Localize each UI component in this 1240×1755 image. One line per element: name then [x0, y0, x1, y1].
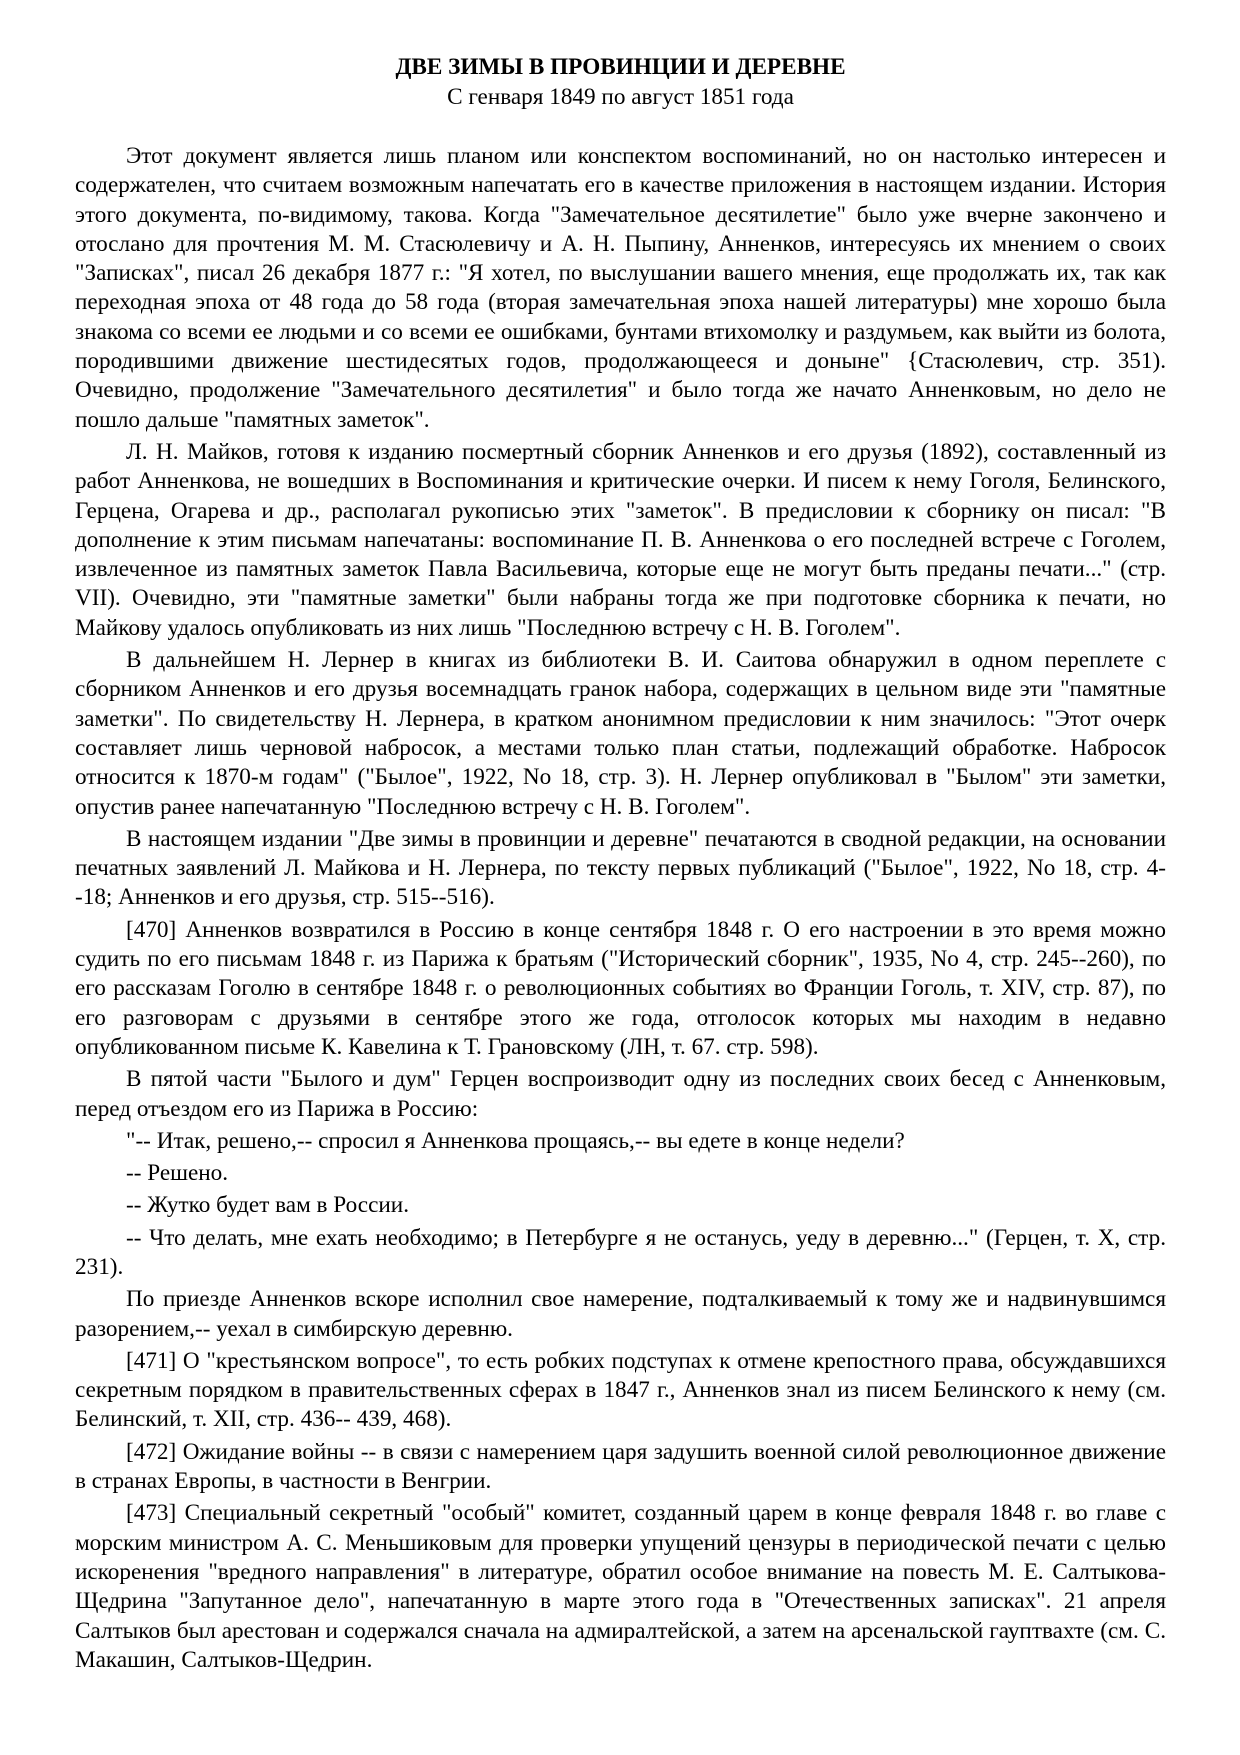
- document-subtitle: С генваря 1849 по август 1851 года: [447, 84, 794, 110]
- paragraph: Л. Н. Майков, готовя к изданию посмертный сборник Анненков и его друзья (1892), составленный из работ Анненкова, не вошедших в Воспоминания и критические очерки. И писем к нему Гоголя, Белинского, Герцена, Огарева и др., располагал рукописью этих "заметок". В предисловии к сборнику он писал: "В дополнение к этим письмам напечатаны: воспоминание П. В. Анненкова о его последней встрече с Гоголем, извлеченное из памятных заметок Павла Васильевича, которые еще не могут быть преданы печати..." (стр. VII). Очевидно, эти "памятные заметки" были набраны тогда же при подготовке сборника к печати, но Майкову удалось опубликовать из них лишь "Последнюю встречу с Н. В. Гоголем".: [75, 438, 1166, 641]
- document-page: [75, 52, 1166, 1678]
- paragraph: [473] Специальный секретный "особый" комитет, созданный царем в конце февраля 1848 г. во главе с морским министром А. С. Меньшиковым для проверки упущений цензуры в периодической печати с целью искоренения "вредного направления" в литературе, обратил особое внимание на повесть М. Е. Салтыкова-Щедрина "Запутанное дело", напечатанную в марте этого года в "Отечественных записках". 21 апреля Салтыков был арестован и содержался сначала на адмиралтейской, а затем на арсенальской гауптвахте (см. С. Макашин, Салтыков-Щедрин.: [75, 1500, 1166, 1673]
- paragraph: [472] Ожидание войны -- в связи с намерением царя задушить военной силой революционное движение в странах Европы, в частности в Венгрии.: [75, 1438, 1166, 1495]
- paragraph: Этот документ является лишь планом или конспектом воспоминаний, но он настолько интересен и содержателен, что считаем возможным напечатать его в качестве приложения в настоящем издании. История этого документа, по-видимому, такова. Когда "Замечательное десятилетие" было уже вчерне закончено и отослано для прочтения М. М. Стасюлевичу и А. Н. Пыпину, Анненков, интересуясь их мнением о своих "Записках", писал 26 декабря 1877 г.: "Я хотел, по выслушании вашего мнения, еще продолжать их, так как переходная эпоха от 48 года до 58 года (вторая замечательная эпоха нашей литературы) мне хорошо была знакома со всеми ее людьми и со всеми ее ошибками, бунтами втихомолку и раздумьем, как выйти из болота, породившими движение шестидесятых годов, продолжающееся и доныне" {Стасюлевич, стр. 351). Очевидно, продолжение "Замечательного десятилетия" и было тогда же начато Анненковым, но дело не пошло дальше "памятных заметок".: [75, 143, 1166, 433]
- dialog-line: -- Что делать, мне ехать необходимо; в Петербурге я не останусь, уеду в деревню..." (Герцен, т. X, стр. 231).: [75, 1224, 1166, 1280]
- paragraph: [471] О "крестьянском вопросе", то есть робких подступах к отмене крепостного права, обсуждавшихся секретным порядком в правительственных сферах в 1847 г., Анненков знал из писем Белинского к нему (см. Белинский, т. XII, стр. 436-- 439, 468).: [75, 1347, 1166, 1433]
- paragraph: В настоящем издании "Две зимы в провинции и деревне" печатаются в сводной редакции, на основании печатных заявлений Л. Майкова и Н. Лернера, по тексту первых публикаций ("Былое", 1922, No 18, стр. 4--18; Анненков и его друзья, стр. 515--516).: [75, 825, 1166, 911]
- paragraph: В пятой части "Былого и дум" Герцен воспроизводит одну из последних своих бесед с Анненковым, перед отъездом его из Парижа в Россию:: [75, 1066, 1166, 1122]
- paragraph: [470] Анненков возвратился в Россию в конце сентября 1848 г. О его настроении в это время можно судить по его письмам 1848 г. из Парижа к братьям ("Исторический сборник", 1935, No 4, стр. 245--260), по его рассказам Гоголю в сентябре 1848 г. о революционных событиях во Франции Гоголь, т. XIV, стр. 87), по его разговорам с друзьями в сентябре этого же года, отголосок которых мы находим в недавно опубликованном письме К. Кавелина к Т. Грановскому (ЛН, т. 67. стр. 598).: [75, 916, 1166, 1060]
- dialog-line: -- Жутко будет вам в России.: [126, 1192, 409, 1219]
- dialog-line: "-- Итак, решено,-- спросил я Анненкова прощаясь,-- вы едете в конце недели?: [126, 1127, 905, 1154]
- document-title: ДВЕ ЗИМЫ В ПРОВИНЦИИ И ДЕРЕВНЕ: [395, 54, 846, 80]
- paragraph: По приезде Анненков вскоре исполнил свое намерение, подталкиваемый к тому же и надвинувшимся разорением,-- уехал в симбирскую деревню.: [75, 1286, 1166, 1342]
- dialog-line: -- Решено.: [126, 1160, 229, 1187]
- paragraph: В дальнейшем Н. Лернер в книгах из библиотеки В. И. Саитова обнаружил в одном переплете с сборником Анненков и его друзья восемнадцать гранок набора, содержащих в цельном виде эти "памятные заметки". По свидетельству Н. Лернера, в кратком анонимном предисловии к ним значилось: "Этот очерк составляет лишь черновой набросок, а местами только план статьи, подлежащий обработке. Набросок относится к 1870-м годам" ("Былое", 1922, No 18, стр. 3). Н. Лернер опубликовал в "Былом" эти заметки, опустив ранее напечатанную "Последнюю встречу с Н. В. Гоголем".: [75, 647, 1166, 820]
